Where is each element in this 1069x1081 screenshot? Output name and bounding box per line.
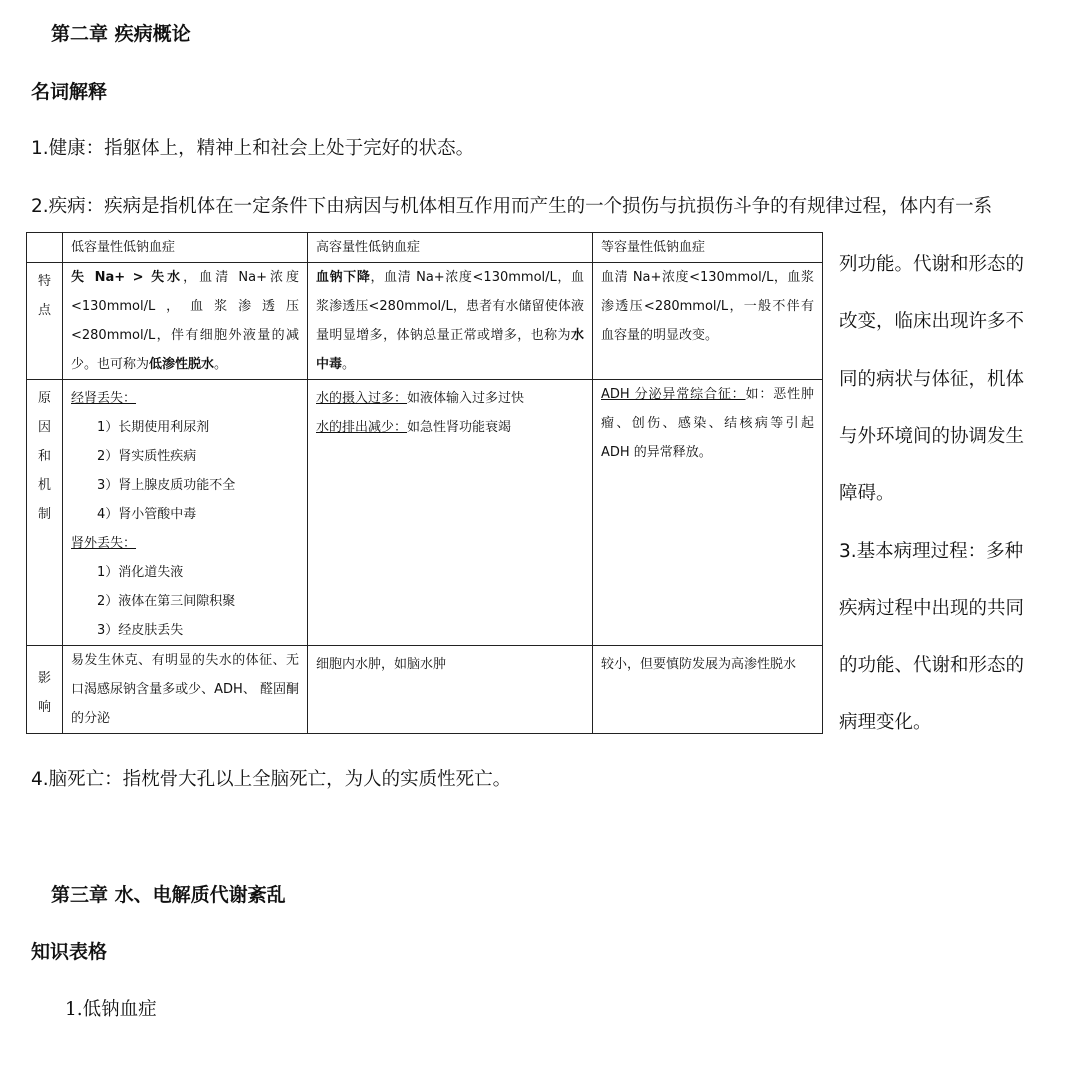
row-label-features: 特 点 (27, 263, 63, 380)
side-line: 疾病过程中出现的共同 (839, 598, 1025, 619)
side-line: 同的病状与体征，机体 (839, 369, 1025, 390)
corner-cell (27, 233, 63, 263)
features-equal-volume: 血清 Na+浓度<130mmol/L，血浆渗透压<280mmol/L，一般不伴有血容量的明显改变。 (593, 263, 823, 380)
list-item: 2）肾实质性疾病 (97, 449, 197, 464)
causes-high-volume: 水的摄入过多：如液体输入过多过快 水的排出减少：如急性肾功能衰竭 (308, 380, 593, 646)
adh-title: ADH 分泌异常综合征： (601, 387, 746, 402)
chapter2-title: 第二章 疾病概论 (51, 23, 191, 45)
causes-equal-volume: ADH 分泌异常综合征：如：恶性肿瘤、创伤、感染、结核病等引起 ADH 的异常释放。 (593, 380, 823, 646)
side-line: 障碍。 (839, 483, 895, 504)
hyponatremia-table (26, 232, 823, 734)
side-line: 列功能。代谢和形态的 (839, 254, 1025, 275)
list-item: 1）消化道失液 (97, 565, 184, 580)
features-low-volume: 失 Na+ > 失水，血清 Na+浓度<130mmol/L，血浆渗透压<280mmol/L，伴有细胞外液量的减少。也可称为低渗性脱水。 (63, 263, 308, 380)
table-row-causes (27, 380, 823, 646)
causes-low-volume (63, 380, 308, 646)
intake-title: 水的摄入过多： (316, 391, 408, 406)
header-low-volume: 低容量性低钠血症 (63, 233, 308, 263)
term-disease: 2.疾病：疾病是指机体在一定条件下由病因与机体相互作用而产生的一个损伤与抗损伤斗争的有规律过程，体内有一系 (31, 196, 993, 217)
list-item: 1）长期使用利尿剂 (97, 420, 210, 435)
renal-loss-title: 经肾丢失： (71, 391, 137, 406)
header-equal-volume: 等容量性低钠血症 (593, 233, 823, 263)
term-health: 1.健康：指躯体上，精神上和社会上处于完好的状态。 (31, 138, 475, 159)
effects-high-volume: 细胞内水肿，如脑水肿 (308, 646, 593, 734)
row-label-effects: 影 响 (27, 646, 63, 734)
knowledge-heading: 知识表格 (31, 941, 108, 963)
table-header-row (27, 233, 823, 263)
row-label-causes: 原 因 和 机 制 (27, 380, 63, 646)
features-high-volume: 血钠下降，血清 Na+浓度<130mmol/L，血浆渗透压<280mmol/L，患者有水储留使体液量明显增多，体钠总量正常或增多，也称为水中毒。 (308, 263, 593, 380)
table-row-effects (27, 646, 823, 734)
extrarenal-loss-title: 肾外丢失： (71, 536, 137, 551)
term-brain-death: 4.脑死亡：指枕骨大孔以上全脑死亡，为人的实质性死亡。 (31, 769, 512, 790)
list-item: 4）肾小管酸中毒 (97, 507, 197, 522)
effects-low-volume: 易发生休克、有明显的失水的体征、无口渴感尿钠含量多或少、ADH、 醛固酮的分泌 (63, 646, 308, 734)
side-line: 的功能、代谢和形态的 (839, 655, 1025, 676)
side-line: 3.基本病理过程：多种 (839, 541, 1024, 562)
side-line: 改变，临床出现许多不 (839, 311, 1025, 332)
list-item: 3）肾上腺皮质功能不全 (97, 478, 236, 493)
side-line: 与外环境间的协调发生 (839, 426, 1025, 447)
terms-heading: 名词解释 (31, 81, 108, 103)
excretion-title: 水的排出减少： (316, 420, 408, 435)
list-item: 3）经皮肤丢失 (97, 623, 184, 638)
list-item: 2）液体在第三间隙积聚 (97, 594, 236, 609)
header-high-volume: 高容量性低钠血症 (308, 233, 593, 263)
side-line: 病理变化。 (839, 712, 932, 733)
subheading-hyponatremia: 1.低钠血症 (65, 999, 157, 1020)
table-row-features (27, 263, 823, 380)
chapter3-title: 第三章 水、电解质代谢紊乱 (51, 884, 286, 906)
effects-equal-volume: 较小，但要慎防发展为高渗性脱水 (593, 646, 823, 734)
